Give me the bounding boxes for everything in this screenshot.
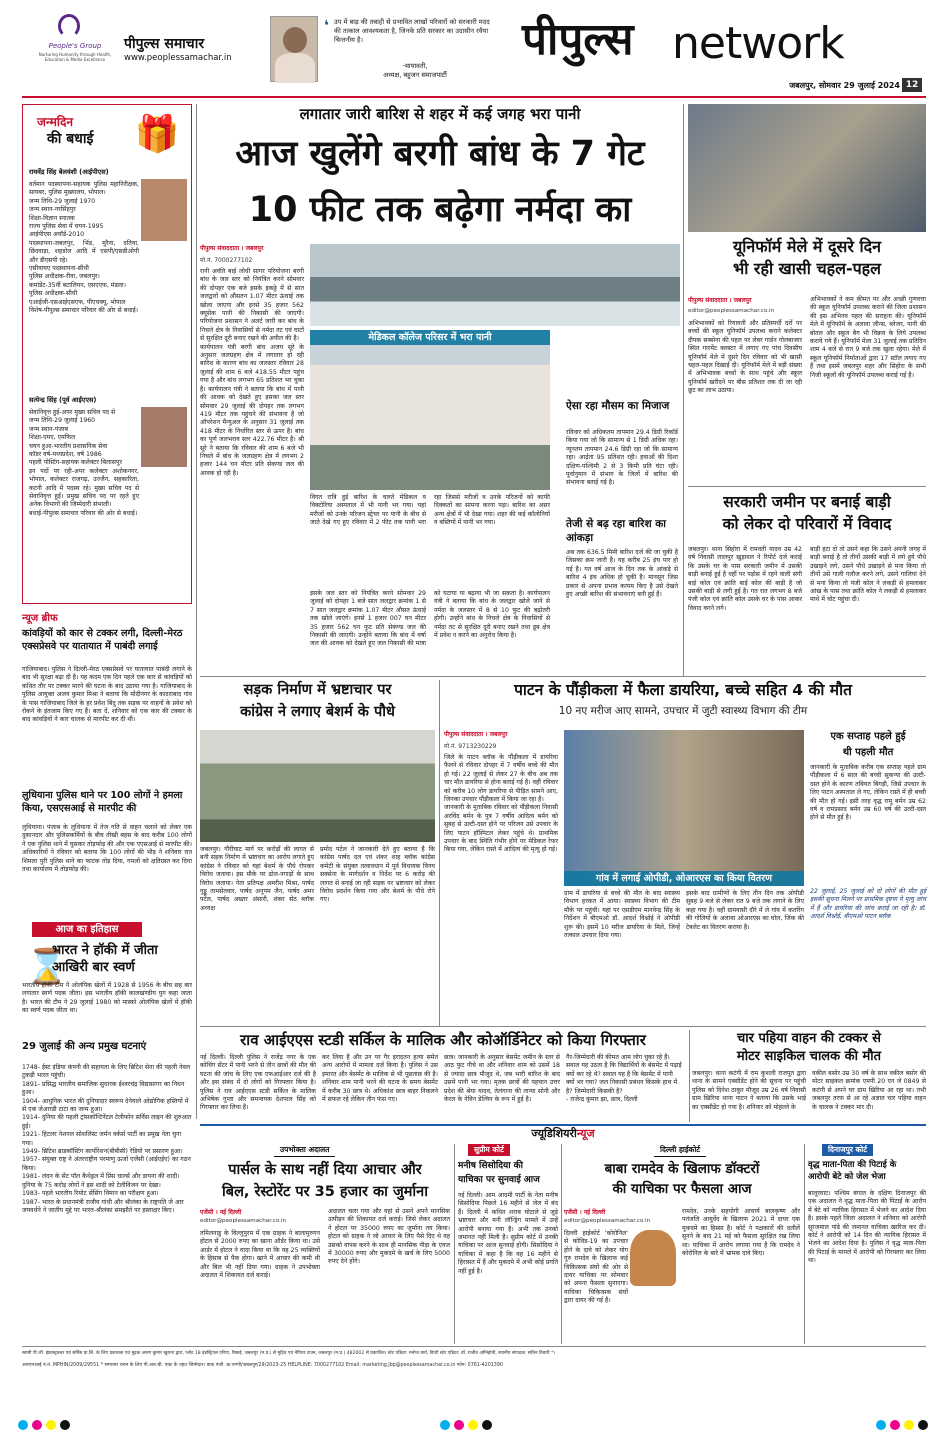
cmyk-dot-left-4 (60, 1420, 70, 1430)
cmyk-dot-right-1 (876, 1420, 886, 1430)
samachar-logo: पीपुल्स समाचार (124, 36, 205, 52)
land-col1: जबलपुर। थाना सिहोरा में रामवती यादव उम्र 42 वर्ष निवासी लालपुर खुड़ावल ने रिपोर्ट दर्ज कराई कि उसके घर के पास सरकारी जमीन में उसकी बाड़ी बनाई हुई है वहीं पर पड़ोस में रहने वाली संगी बाई कोल एवं क्रांति बाई कोल की बाड़ी है जो उसकी बाड़ी से लगी हुई है। गत रात लगभग 8 बजे पंजी कोल एवं क्रांति कोल उसके घर के पास आकर विवाद करने लगे। (688, 546, 802, 612)
judiciary-divider-1 (454, 1144, 455, 1344)
birthday-box (22, 104, 192, 604)
footer-imprint: स्वामी पी.जी. इंफ्रास्ट्रक्चर एवं सर्विस प्रा.लि. के लिए प्रकाशक एवं मुद्रक अरुण कुमार खुराना द्वारा, प्लॉट 18 इंडस्ट्रियल एरिया, रिछाई, जबलपुर (म.प्र.) से मुद्रित एवं नेपियर टाउन, जबलपुर (म.प्र.) 482002 से प्रकाशित। स्टेट एडिटर: मनोज वर्मा, डिप्टी स्टेट एडिटर: डॉ. राजीव अग्निहोत्री, स्थानीय संपादक: सचिन तिवारी *। (22, 1351, 556, 1356)
consumer-tag: उपभोक्ता अदालत (274, 1144, 335, 1157)
peoples-group-name: People's Group (48, 42, 102, 50)
consumer-col2: अदालत चला गया और वहां से उसने अपने मानसिक उत्पीड़न की शिकायत दर्ज कराई। जिसे लेकर अदालत ने होटल पर 35000 रुपए का जुर्माना तय किया। होटल को ग्राहक ने जो आचार के लिए पैसे दिए थे वह उसको वापस करने के साथ ही मानसिक पीड़ा के एवज में 30000 रुपए और मुकदमे के खर्च के लिए 5000 रुपए देने होंगे। (328, 1208, 450, 1266)
news-brief-body-1: गाजियाबाद। पुलिस ने दिल्ली-मेरठ एक्सप्रेसवे पर यातायात पाबंदी लगाने के बाद भी सुरक्षा बढ़ा दी है। यह कदम एक दिन पहले एक कार से कांवड़ियों को कथित तौर पर टक्कर मारने की घटना के बाद उठाया गया है। गाजियाबाद के पुलिस आयुक्त अजय कुमार मिश्रा ने बताया कि मोदीनगर के कादराबाद गांव के पास गाजियाबाद जिले के हर प्रवेश बिंदु तक सड़क पर वाहनों के प्रवेश को रोकने के इंतजाम किए गए हैं। बता दें, शनिवार को एक कार की टक्कर के बाद कांवड़ियों ने कार चालक से मारपीट कर दी थी। (22, 666, 192, 724)
quote-icon: ❛ (324, 18, 329, 34)
arrest-col4: गैर-जिम्मेदारी की कीमत आम लोग चुका रहे हैं। सवाल यह उठता है कि विद्यार्थियों के बेसमेंट में पढ़ाई क्यों कर रहे थे? सवाल यह है कि बेसमेंट में पानी क्यों भर गया? जल निकासी प्रबंधन किसके हाथ में है? जिम्मेदारी किसकी है? - राजेन्द्र कुमार झा, छात्र, दिल्ली (566, 1054, 682, 1104)
cmyk-dot-center-3 (468, 1420, 478, 1430)
congress-divider (439, 680, 440, 1026)
news-brief-body-2: लुधियाना। पंजाब के लुधियाना में तेज गति से वाहन चलाने को लेकर एक दुकानदार और पुलिसकर्मियों के बीच तीखी बहस के बाद करीब 100 लोगों ने एक पुलिस थाने में घुसकर तोड़फोड़ की और एक एएसआई से मारपीट की। अधिकारियों ने रविवार को बताया कि 100 लोगों की भीड़ ने शनिवार रात शिमला पुरी पुलिस थाने का फाटक तोड़ दिया, गमलों को क्षतिग्रस्त कर दिया तथा कार्यालय में तोड़फोड़ की। (22, 824, 192, 874)
sc-text: नई दिल्ली। आम आदमी पार्टी के नेता मनीष सिसोदिया पिछले 16 महीने से जेल में बंद हैं। दिल्ली में कथित शराब घोटाले से जुड़े भ्रष्टाचार और मनी लॉन्ड्रिंग मामले में उन्हें आरोपी बनाया गया है। अभी तक उनको जमानत नहीं मिली है। सुप्रीम कोर्ट में उनकी याचिका पर आज सुनवाई होगी। सिसोदिया ने याचिका में कहा है कि वह 16 महीने से हिरासत में हैं और मुकदमे में अभी कोई प्रगति नहीं हुई है। (458, 1192, 558, 1275)
registration-marks (0, 1380, 945, 1440)
uniform-photo (688, 104, 926, 232)
arrest-divider (689, 1030, 690, 1122)
diarrhea-byline: पीपुल्स संवाददाता । जबलपुर (444, 731, 508, 738)
land-col2: बाड़ी हटा दो तो उसने कहा कि उसने अपनी जगह में बाड़ी बनाई है तो तीनों उसकी बाड़ी में लगे हुये पौधे उखाड़ने लगे, उसने पौधे उखाड़ने से मना किया तो तीनों उसे गाली गलौज करने लगे, उसने गालियां देने से मना किया तो पंजी कोल ने लकड़ी से हमलाकर आंख के पास तथा क्रांति कोल ने लकड़ी से हमलाकर माथे में चोट पहुंचा दी। (810, 546, 926, 604)
cmyk-dot-center-2 (454, 1420, 464, 1430)
dinajpur-headline-2: आरोपी बेटे को जेल भेजा (808, 1172, 886, 1182)
arrest-col1: नई दिल्ली। दिल्ली पुलिस ने राजेंद्र नगर के एक कोचिंग सेंटर में पानी भरने से तीन छात्रों की मौत की घटना की जांच के लिए एक एफआईआर दर्ज की है और इस संबंध में दो लोगों को गिरफ्तार किया है। पुलिस ने राव आईएएस स्टडी सर्किल के मालिक अभिषेक गुप्ता और समन्वयक देशपाल सिंह को गिरफ्तार कर लिया है। (200, 1054, 316, 1112)
news-brief-section (22, 610, 192, 920)
judiciary-divider-3 (804, 1144, 805, 1344)
cmyk-dot-left-3 (46, 1420, 56, 1430)
hc-email[interactable]: editor@peoplessamachar.co.in (564, 1218, 651, 1224)
rain-heading: तेजी से बढ़ रहा बारिश का आंकड़ा (566, 518, 667, 544)
sc-headline-2: याचिका पर सुनवाई आज (458, 1175, 540, 1185)
lead-right-divider (683, 104, 684, 676)
website-link[interactable]: www.peoplessamachar.in (124, 53, 232, 63)
uniform-byline: पीपुल्स संवाददाता । जबलपुर (688, 297, 752, 304)
diarrhea-side-quote: 22 जुलाई, 25 जुलाई को दो लोगों की मौत हुई इसकी सूचना मिलने पर प्राथमिक दृष्टया ये मृत्यु जांच में हैं और डायरिया की जांच कराई जा रही है। डॉ. आदर्श विश्नोई, बीएमओ पाटन ब्लॉक (810, 888, 926, 921)
cmyk-dot-right-2 (890, 1420, 900, 1430)
gift-icon: 🎁 (134, 114, 180, 155)
hc-headline-2: की याचिका पर फैसला आज (612, 1181, 752, 1197)
history-events-list: 1748- ईस्ट इंडिया कंपनी की सहायता के लिए ब्रिटिश सेना की पहली नेवल टुकड़ी भारत पहुंची। 1891- प्रसिद्ध भारतीय समाजिक सुधारक ईश्वरचंद्र विद्यासागर का निधन हुआ। 1904- आधुनिक भारत की दुनियादार स्वरूप देनेवाले ओद्योगिक हस्तियों में से एक जेआरडी टाटा का जन्म हुआ। 1914- दुनिया की पहली ट्रांसकॉन्टिनेंटल टेलीफोन सर्विस लाइन की शुरुआत हुई। 1921- हिटलर नेशनल सोशलिस्ट जर्मन वर्कर्स पार्टी का प्रमुख नेता चुना गया। 1949- ब्रिटिश ब्राडकॉस्टिंग कार्पोरेशन(बीबीसी) रेडियो पर प्रसारण हुआ। 1957- संयुक्त राष्ट्र ने अंतरराष्ट्रीय परमाणु ऊर्जा एजेंसी (आईएईए) का गठन किया। 1981- लंदन के सेंट पॉल कैथेड्रल में प्रिंस चार्ल्स और डायना की शादी। दुनिया के 75 करोड़ लोगों ने इस शादी को टेलीविजन पर देखा। 1983- पहले भारतीय रिमोट सेंसिंग विमान का परीक्षण हुआ। 1987- भारत के प्रधानमंत्री राजीव गांधी और श्रीलंका के राष्ट्रपति जे आर जयवर्धने ने जातीय मुद्दे पर भारत-श्रीलंका समझौते पर हस्ताक्षर किए। (22, 1064, 192, 1214)
lead-headline-1: आज खुलेंगे बरगी बांध के 7 गेट (235, 134, 645, 174)
diarrhea-side-heading-1: एक सप्ताह पहले हुई (830, 731, 906, 742)
peoples-group-tagline: Nurturing Humanity through Health, Education & Media Excellence (38, 52, 112, 62)
cmyk-dot-center-1 (440, 1420, 450, 1430)
diarrhea-side-text: जानकारी के मुताबिक करीब एक सप्ताह पहले ग्राम पौंड़ीकला में 6 साल की बच्ची सुकन्या की उल्टी-दस्त होने के कारण तबियत बिगड़ी, जिसे उपचार के लिए पाटन अस्पताल ले गए, लेकिन रास्ते में ही बच्ची की मौत हो गई। इसी तरह वृद्ध रामू बर्मन उम्र 62 वर्ष व रामप्रसाद बर्मन उम्र 60 वर्ष की उल्टी-दस्त होने से मौत हुई है। (810, 764, 926, 822)
judiciary-label-b: न्यूज (576, 1127, 595, 1140)
peoples-group-logo (58, 14, 80, 38)
diarrhea-col1: जिले के पाटन ब्लॉक के पौंड़ीकला में डायरिया फैलने से रविवार दोपहर में 7 वर्षीय बच्चे की मौत हो गई। 22 जुलाई से लेकर 27 के बीच अब तक चार मौत डायरिया से होना बताई गई है। वहीं रविवार को करीब 10 लोग डायरिया से पीड़ित सामने आए, जिनका उपचार पौंड़ीकला में किया जा रहा है। जानकारी के मुताबिक रविवार को पौंड़ीकला निवासी अरविंद बर्मन के पुत्र 7 वर्षीय आदित्य बर्मन को सुबह से उल्टी-दस्त होने पर परिजन उसे उपचार के लिए पाटन हॉस्पिटल लेकर पहुंचे थे। प्राथमिक उपचार के बाद स्थिति गंभीर होने पर मेडिकल रेफर किया गया, लेकिन रास्ते में आदित्य की मृत्यु हो गई। (444, 754, 558, 854)
portrait-face (283, 27, 307, 53)
history-headline: भारत ने हॉकी में जीता आखिरी बार स्वर्ण (52, 943, 158, 975)
tractor-col2: वकील बसोर उम्र 30 वर्ष के साथ वकील बसोर की मोटर साइकल क्रमांक एमपी 20 एन जे 0849 से कटंगी से अपने घर ग्राम खिरिया आ रहा था। तभी जबलपुर तरफ से आ रहे अज्ञात चार पहिया वाहन के चालक ने टक्कर मार दी। (812, 1070, 926, 1111)
sc-headline-1: मनीष सिसोदिया की (458, 1161, 523, 1171)
uniform-col1: अभिभावकों को रियायती और प्रतिस्पर्धी दरों पर बच्चों की स्कूल यूनिफॉर्म उपलब्ध कराने कलेक्टर दीपक सक्सेना की पहल पर लेबर गार्डन गोलबाजार स्थित गारमेंट क्लस्टर में लगाए गए पांच दिवसीय यूनिफॉर्म मेले में दूसरे दिन रविवार को भी खासी चहल-पहल दिखाई दी। यूनिफॉर्म मेले में बड़ी संख्या में अभिभावक बच्चों के साथ पहुंचे और स्कूल यूनिफॉर्म खरीदने पर बीस प्रतिशत तक दी जा रही छूट का लाभ उठाया। (688, 320, 802, 395)
birthday-person2-photo (141, 407, 187, 467)
hc-tag: दिल्ली हाईकोर्ट (654, 1144, 706, 1157)
lead-headline-2: 10 फीट तक बढ़ेगा नर्मदा का (248, 190, 632, 230)
diarrhea-subhead: 10 नए मरीज आए सामने, उपचार में जुटी स्वास्थ्य विभाग की टीम (558, 705, 808, 717)
land-headline-2: को लेकर दो परिवारों में विवाद (722, 515, 892, 533)
quote-author: -मायावती, अध्यक्ष, बहुजन समाजपार्टी (383, 62, 447, 79)
arrest-headline: राव आईएएस स्टडी सर्किल के मालिक और कोऑर्डिनेटर को किया गिरफ्तार (240, 1031, 646, 1049)
birthday-title-1: जन्मदिन (37, 115, 74, 129)
uniform-email[interactable]: editor@peoplessamachar.co.in (688, 308, 775, 314)
cmyk-dot-right-3 (904, 1420, 914, 1430)
dinajpur-headline-1: वृद्ध माता-पिता की पिटाई के (808, 1160, 897, 1170)
consumer-section (200, 1144, 450, 1344)
opd-photo (564, 730, 804, 886)
congress-headline-2: कांग्रेस ने लगाए बेशर्म के पौधे (240, 704, 395, 720)
medical-text: विगत रात्रि हुई बारिश के चलते मेडिकल व विक्टोरिया अस्पताल में भी पानी भर गया। यहां मरीजों को उनके परिजन स्ट्रेचर पर पानी के बीच से जाते देखे गए हुए रविवार में 2 फीट तक पानी भरा रहा जिससे मरीजों व उनके परिजनों को काफी दिक्कतों का सामना करना पड़ा। बारिश का असर अन्य क्षेत्रों में भी देखा गया। शहर की कई कॉलोनियों व बस्तियों में पानी भर गया। (310, 494, 550, 527)
judiciary-label-a: ज्यूडिशियरी (531, 1127, 577, 1140)
birthday-title-2: की बधाई (47, 131, 94, 147)
lower-rule (200, 1026, 926, 1027)
tractor-headline-2: मोटर साइकिल चालक की मौत (736, 1049, 882, 1064)
mid-rule (200, 676, 926, 677)
header-rule (22, 96, 926, 98)
diarrhea-side-heading-2: थी पहली मौत (842, 747, 894, 758)
dinajpur-section (808, 1144, 926, 1344)
weather-box (555, 394, 679, 694)
ramdev-photo (630, 1230, 676, 1286)
consumer-email[interactable]: editor@peoplessamachar.co.in (200, 1218, 287, 1224)
hourglass-icon: ⌛ (26, 947, 69, 987)
opd-text-2: इसके बाद ग्रामीणों के लिए तीन दिन तक ओपीडी सुबह 9 बजे से लेकर रात 9 बजे तक लगाने के लिए कहा गया है। वहीं ग्रामवासी दौरे में ले गांव में कतरिंग की गोलियों के अलावा ओआरएस का घोल, जिंक की टेबलेट का वितरण कराया है। (686, 890, 804, 931)
congress-headline-1: सड़क निर्माण में भ्रष्टाचार पर (243, 682, 392, 698)
consumer-headline-1: पार्सल के साथ नहीं दिया आचार और (228, 1162, 422, 1178)
lead-col2: इसके जल स्तर को नियंत्रित करने सोमवार 29 जुलाई को दोपहर 1 बजे सात जलद्वार क्रमांक 1 से 7 सात जलद्वार क्रमांक 1.07 मीटर औसत ऊंचाई तक खोले जाएंगे। इनसे 1 हजार 007 घन मीटर 35 हजार 562 घन फुट प्रति सेकण्ड जल की निकासी की जाएगी। उन्होंने बताया कि बांध में वर्षा जल की आवक को देखते हुए जल निकासी की मात्रा को घटाया या बढ़ाया भी जा सकता है। कार्यपालन यंत्री ने बताया कि बांध के जलद्वार खोले जाने से नर्मदा के जलस्तर में 8 से 10 फुट की बढ़ोतरी होगी। उन्होंने बांध के निचले क्षेत्र के निवासियों से नर्मदा तट से सुरक्षित दूरी बनाए रखने तथा डूब क्षेत्र में प्रवेश न करने का अनुरोध किया है। (310, 590, 550, 648)
dinajpur-tag: दिनाजपुर कोर्ट (822, 1144, 873, 1156)
lead-kicker: लगातार जारी बारिश से शहर में कई जगह भरा पानी (299, 105, 581, 123)
diarrhea-mobile: मो.नं. 9713230229 (444, 743, 497, 750)
medical-photo (310, 330, 550, 490)
cmyk-dot-left-1 (18, 1420, 28, 1430)
land-section-rule (688, 486, 926, 487)
history-section (22, 922, 192, 1322)
lead-mobile: मो.नं. 7000277102 (200, 257, 253, 264)
page-number: 12 (902, 78, 922, 92)
congress-col2: प्रमोद पटेल ने जानकारी देते हुए बताया है कि कांग्रेस पार्षद दल एवं शंकर शाह ब्लॉक कांग्रेस कमेटी के संयुक्त तत्वावधान में पूर्व विधायक विनय सक्सेना के मार्गदर्शन व निर्देश पर 6 करोड़ की लागत से बनाई जा रही सड़क पर भ्रष्टाचार को लेकर विरोध प्रदर्शन किया गया और बेशर्म के पौधे रोपे गए। (320, 846, 435, 904)
medical-caption: मेडिकल कॉलेज परिसर में भरा पानी (310, 330, 550, 345)
judiciary-label (200, 1126, 926, 1142)
news-brief-headline-1: कांवड़ियों को कार से टक्कर लगी, दिल्ली-मेरठ एक्सप्रेसवे पर यातायात में पाबंदी लगाई (22, 628, 183, 652)
portrait-body (275, 53, 315, 83)
dinajpur-text: बालूरघाट। पश्चिम बंगाल के दक्षिण दिनाजपुर की एक अदालत ने वृद्ध माता-पिता की पिटाई के आरोप में बेटे को न्यायिक हिरासत में भेजने का आदेश दिया है। इसके पहले जिला अदालत ने शनिवार को आरोपी सुरजमाल पांडे की जमानत याचिका खारिज कर दी। कोर्ट ने आरोपी को 14 दिन की न्यायिक हिरासत में भेजने का आदेश दिया है। पुलिस ने वृद्ध माता-पिता की पिटाई के मामले में आरोपी को गिरफ्तार कर लिया था। (808, 1190, 926, 1265)
hc-section (564, 1144, 800, 1344)
left-column-divider (196, 104, 197, 1119)
consumer-col1: तमिलनाडु के विल्लुपुरम में एक ग्राहक ने बालामुरुगन होटल से 2000 रुपए का खाना ऑर्डर किया था। उसे आर्डर में होटल ने वादा किया था कि यह 25 व्यक्तियों के हिसाब से पैक होगा। खाने में आचार की कमी थी और बिल भी नहीं दिया गया। ग्राहक ने उपभोक्ता अदालत में शिकायत दर्ज कराई। (200, 1230, 320, 1280)
lead-col1: रानी अवंति बाई लोधी सागर परियोजना बरगी बांध के जल स्तर को नियंत्रित करने सोमवार की दोपहर एक बजे इसके इकठ्ठे में से सात जलद्वारों को औसतन 1.07 मीटर ऊंचाई तक खोला जाएगा और इनसे 35 हजार 562 क्यूसेक पानी की निकासी की जाएगी। परियोजना प्रशासन ने अलर्ट जारी कर बांध के निचले क्षेत्र के निवासियों से नर्मदा तट एवं घाटों से सुरक्षित दूरी बनाए रखने की अपील की है। कार्यपालन यंत्री बरगी बांध अजय सूरे के अनुसार जलग्रहण क्षेत्र में लगातार हो रही बारिश के कारण बांध का जलस्तर रविवार 28 जुलाई की शाम 6 बजे 418.55 मीटर पहुंच गया है और बांध लगभग 65 प्रतिशत भर चुका है। कार्यपालन यंत्री ने बताया कि बांध में पानी की आवक को देखते हुए इसका जल स्तर सोमवार 29 जुलाई की दोपहर तक लगभग 419 मीटर तक पहुंचने की संभावना है जो ऑपरेशन मैन्युअल के अनुसार 31 जुलाई तक 418 मीटर के निर्धारित स्तर से ऊपर है। बांध का पूर्ण जलभराव स्तर 422.76 मीटर है। श्री सूरे ने बताया कि रविवार की शाम 6 बजे भी निचले में बांध के जलग्रहण क्षेत्र में लगभग 2 हजार 144 घन मीटर प्रति सेकण्ड जल की आवक हो रही है। (200, 268, 304, 477)
birthday-person2-text: सेवानिवृत्त हुई-अपर मुख्य सचिव पद से जन्म तिथि-29 जुलाई 1960 जन्म स्थान-पंजाब शिक्षा-एमए, एमफिल चयन हुआ-भारतीय प्रशासनिक सेवा कॉडर वर्ष-मध्यप्रदेश, वर्ष 1986 पहली पोस्टिंग-सहायक कलेक्टर बिलासपुर इन पदों पर रही-अपर कलेक्टर अशोकनगर, भोपाल, कलेक्टर राजगढ़, उज्जैन, सहकारिता, कटनी आदि में पदस्थ रहे। मुख्य सचिव पद से सेवानिवृत्त हुईं। प्रमुख सचिव पद पर रहते हुए अनेक विभागों की जिम्मेदारी संभाली। बधाई-पीपुल्स समाचार परिवार की ओर से बधाई। (29, 409, 139, 517)
congress-photo (200, 730, 435, 842)
quote-portrait (270, 16, 318, 82)
opd-text-1: ग्राम में डायरिया से बच्चे की मौत के बाद स्वास्थ्य विभाग हरकत में आया। स्वास्थ्य विभाग की टीम मौके पर पहुंची। यहां पर एसडीएम मानवेन्द्र सिंह के निर्देशन में बीएमओ डॉ. आदर्श विश्नोई ने ओपीडी शुरू की। इसमें 10 मरीज डायरिया के मिले, जिन्हें तत्काल उपचार दिया गया। (564, 890, 680, 940)
brand-network: network (672, 18, 844, 69)
cmyk-dot-left-2 (32, 1420, 42, 1430)
sc-section (458, 1144, 558, 1344)
judiciary-divider-2 (561, 1144, 562, 1344)
footer-registration: आरएनआई नं.नं. MPHIN/2009/29551 * समाचार चयन के लिए पी.आर.बी. एक्ट के तहत जिम्मेदार। डाक पंजी. क्र.एमपी/जबलपुर/29/2023-25 HELPLINE: 7000277102 Email: marketing.jbp@peoplessamachar.co.in फोन: 0761-4201390 (22, 1363, 503, 1368)
dam-photo (310, 244, 680, 326)
arrest-col3: छात्र। जानकारी के अनुसार बेसमेंट जमीन के स्तर से आठ फुट नीचे था और शनिवार शाम को उसमें 18 से ज्यादा छात्र मौजूद थे, जब भारी बारिश के बाद उसमें पानी भर गया। मृतक छात्रों की पहचान उत्तर प्रदेश की श्रेया यादव, तेलंगाना की तान्या सोनी और केरल के नेविन डेल्विन के रूप में हुई है। (444, 1054, 560, 1104)
cmyk-dot-right-4 (918, 1420, 928, 1430)
history-label: आज का इतिहास (32, 922, 142, 937)
arrest-col2: कर लिया है और उन पर गैर इरादतन हत्या समेत अन्य आरोपों में मामला दर्ज किया है। पुलिस ने उस इमारत और बेसमेंट के मालिक से भी पूछताछ की है। शनिवार शाम पानी भरने की घटना के समय बेसमेंट में करीब 30 छात्र थे। अधिकांश छात्र बाहर निकलने में सफल रहे लेकिन तीन फंस गए। (322, 1054, 438, 1104)
history-body: भारतीय हॉकी टीम ने ओलंपिक खेलों में 1928 से 1956 के बीच छह बार लगातार स्वर्ण पदक जीता। इस भारतीय हॉकी कालखण्डीय युग कहा जाता है। भारत की टीम ने 29 जुलाई 1980 को मास्को ओलंपिक खेलों में हॉकी का स्वर्ण पदक जीता था। (22, 982, 192, 1015)
birthday-person1-text: वर्तमान पदस्थापना-सहायक पुलिस महानिरीक्षक, सायबर, पुलिस मुख्यालय, भोपाल। जन्म तिथि-29 जुलाई 1970 जन्म स्थान-नरसिंहपुर शिक्षा-विज्ञान स्नातक राज्य पुलिस सेवा में चयन-1995 आईपीएस अवॉर्ड-2010 पदस्थापना-जबलपुर, भिंड, मुरैना, दतिया, छिंदवाड़ा, शहडोल आदि में एसपी/एसडीओपी और डीएसपी रहे। एसीवायए पदस्थापना-सीधी पुलिस अधीक्षक-रीवा, जबलपुर। कमांडेंट-35वीं बटालियन, एसएएफ, मंडला। पुलिस अधीक्षक-सीधी एआईजी-एसआईएसएफ, पीएचक्यू, भोपाल विशेष-पीपुल्स समाचार परिवार की ओर से बधाई। (29, 181, 139, 315)
birthday-person1-photo (141, 179, 187, 241)
history-events-heading: 29 जुलाई की अन्य प्रमुख घटनाएं (22, 1041, 147, 1052)
consumer-headline-2: बिल, रेस्टोरेंट पर 35 हजार का जुर्माना (222, 1184, 428, 1200)
uniform-headline-1: यूनिफॉर्म मेले में दूसरे दिन (733, 237, 881, 256)
hc-col2: रामदेव, उनके सहयोगी आचार्य बालकृष्ण और पतंजलि आयुर्वेद के खिलाफ 2021 में दायर एक मुकदमे का हिस्सा है। कोर्ट ने पक्षकारों की दलीलें सुनने के बाद 21 मई को फैसला सुरक्षित रख लिया था। याचिका में आरोप लगाया गया है कि रामदेव ने कोरोनिल के बारे में भ्रामक दावे किए। (682, 1208, 800, 1258)
rain-text: अब तक 636.5 मिमी बारिश दर्ज की जा चुकी है जिसका क्रम जारी है। यह करीब 25 इंच पार हो गई है। गत वर्ष आज के दिन तक के आंकड़े से बारिश 4 इंच अधिक हो चुकी है। मानसून जिस प्रकार से अपना प्रभाव कायम किए है उसे देखते हुए अच्छी बारिश की संभावनाएं बनी हुई हैं। (566, 549, 678, 599)
uniform-col2: अभिभावकों ने कम कीमत पर और अच्छी गुणवत्ता की स्कूल यूनिफॉर्म उपलब्ध कराने की जिला प्रशासन की इस अभिनव पहल की सराहना की। यूनिफॉर्म मेले में यूनिफॉर्म के अलावा जीन्स, ब्लेजर, पानी की बोतल और स्कूल बैग भी विक्रय के लिये उपलब्ध कराये गये हैं। यूनिफॉर्म मेला 31 जुलाई तक प्रतिदिन शाम 4 बजे से रात 9 बजे तक खुला रहेगा। मेले में स्कूल यूनिफॉर्म निर्माताओं द्वारा 17 स्टॉल लगाए गए हैं तथा इसमें जबलपुर शहर और सिहोरा के सभी निजी स्कूलों की यूनिफॉर्म उपलब्ध कराई गई है। (810, 296, 926, 379)
land-headline-1: सरकारी जमीन पर बनाई बाड़ी (723, 493, 891, 511)
news-brief-label: न्यूज ब्रीफ (22, 613, 58, 624)
hc-byline: एजेंसी । नई दिल्ली (564, 1209, 606, 1216)
birthday-person1-name: राघवेंद्र सिंह बेलवंशी (आईपीएस) (29, 168, 109, 176)
weather-text: रविवार को अधिकतम तापमान 29.4 डिग्री रिकॉर्ड किया गया जो कि सामान्य से 1 डिग्री अधिक रहा। न्यूनतम तापमान 24.6 डिग्री रहा जो कि सामान्य रहा। आर्द्रता 95 प्रतिशत रही। हवाओं की दिशा दक्षिण-पश्चिमी 2 से 3 किमी प्रति घंटा रही। पूर्वानुमान में संभाग के जिलों में बारिश की संभावना बताई गई है। (566, 429, 678, 487)
tractor-col1: जबलपुर। थाना कटंगी में राम कुशली राजपूत द्वारा थाना के सामने एक्सीडेंट होने की सूचना पर पहुंची पुलिस को दिनेश ठाकुर मौजूद उम्र 26 वर्ष निवासी ग्राम खिरिया थाना पाटन ने बताया कि उसके भाई का एक्सीडेंट हो गया है। शनिवार को मोहल्ले के (692, 1070, 806, 1111)
quote-text: उप में बाढ़ की तबाही से प्रभावित लाखों परिवारों को सरकारी मदद की तत्काल आवश्यकता है, जिनके प्रति सरकार का उदासीन रवैया चिन्तनीय है। (334, 18, 490, 44)
news-brief-headline-2: लुधियाना पुलिस थाने पर 100 लोगों ने हमला किया, एसएसआई से मारपीट की (22, 790, 183, 814)
consumer-byline: एजेंसी । नई दिल्ली (200, 1209, 242, 1216)
sc-tag: सुप्रीम कोर्ट (468, 1144, 510, 1156)
footer-rule (22, 1346, 926, 1347)
opd-caption: गांव में लगाई ओपीडी, ओआरएस का किया वितरण (564, 871, 804, 886)
lead-byline: पीपुल्स संवाददाता । जबलपुर (200, 245, 264, 252)
hc-headline-1: बाबा रामदेव के खिलाफ डॉक्टरों (604, 1161, 760, 1177)
tractor-headline-1: चार पहिया वाहन की टक्कर से (737, 1031, 881, 1046)
hc-col1: दिल्ली हाईकोर्ट 'कोरोनिल' से कोविड-19 का उपचार होने के दावे को लेकर योग गुरु रामदेव के खिलाफ कई चिकित्सक संघों की ओर से दायर याचिका पर सोमवार को अपना फैसला सुनाएगा। याचिका चिकित्सक संघों द्वारा दायर की गई है। (564, 1230, 628, 1305)
masthead (0, 0, 945, 100)
congress-col1: जबलपुर। गौरीघाट मार्ग पर करोड़ों की लागत से बनी सड़क निर्माण में भ्रष्टाचार का आरोप लगाते हुए कांग्रेस ने रविवार को यहां बेशर्म के पौधे रोपकर विरोध जताया। इस मौके पर ढोल-नगाड़ों के साथ विरोध जताया। नेता प्रतिपक्ष अमरीश मिश्रा, पार्षद गुड्डू तामसेतवार, पार्षद अनुपम जैन, पार्षद अमर पटेल, पार्षद अख्तर अंसारी, शंकर सेठ ब्लॉक अध्यक्ष (200, 846, 314, 912)
cmyk-dot-center-4 (482, 1420, 492, 1430)
weather-heading: ऐसा रहा मौसम का मिजाज (566, 400, 670, 412)
uniform-headline-2: भी रही खासी चहल-पहल (732, 259, 882, 278)
birthday-person2-name: सत्येन्द्र सिंह (पूर्व आईएएस) (29, 396, 97, 404)
dateline: जबलपुर, सोमवार 29 जुलाई 2024 (789, 81, 900, 90)
diarrhea-headline: पाटन के पौंड़ीकला में फैला डायरिया, बच्चे सहित 4 की मौत (514, 681, 852, 699)
brand-hindi: पीपुल्स (522, 14, 634, 65)
